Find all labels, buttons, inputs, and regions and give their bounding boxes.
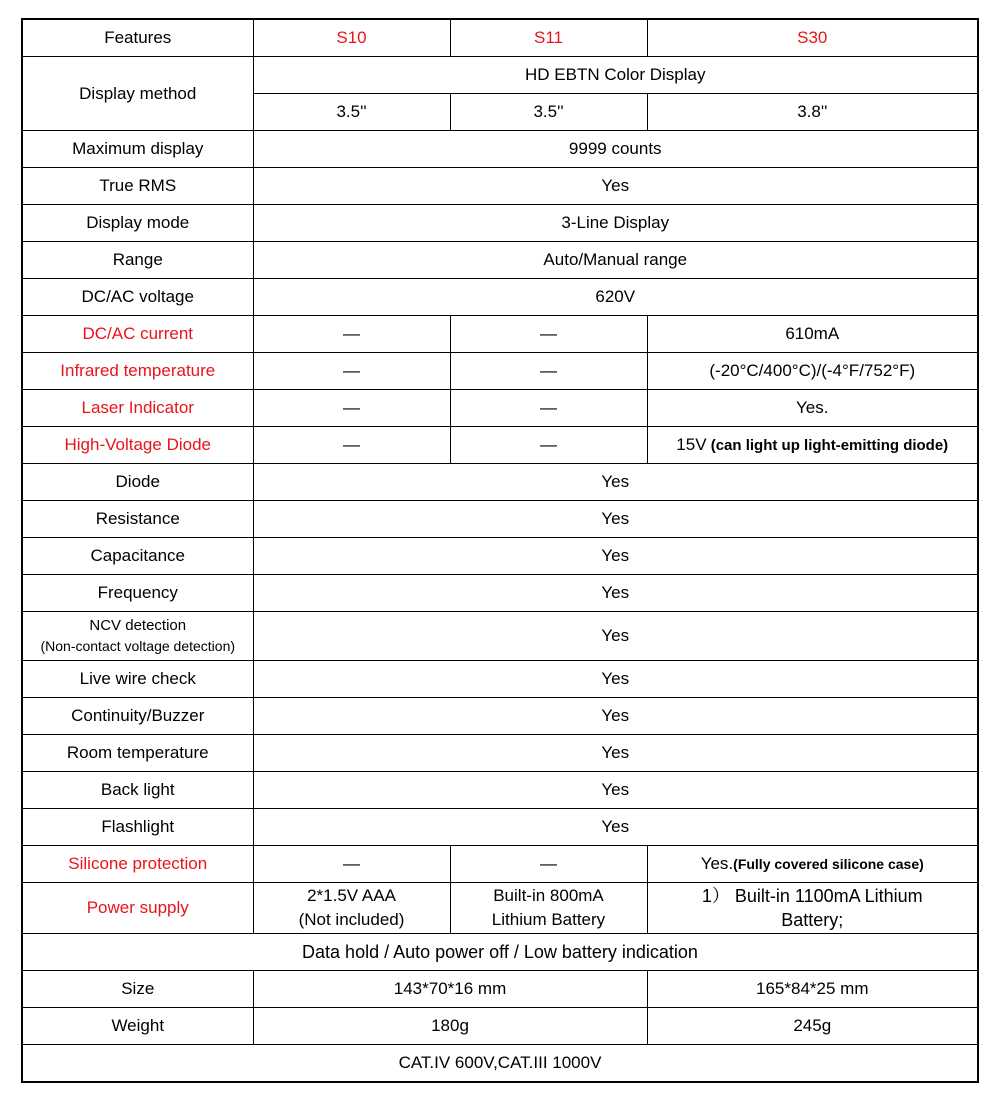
feature-label: DC/AC current	[22, 316, 253, 353]
power-s30-line1: 1） Built-in 1100mA Lithium	[701, 886, 923, 906]
feature-label: True RMS	[22, 168, 253, 205]
value-s30-main: 15V	[676, 435, 707, 454]
value-s30	[647, 883, 978, 934]
model-header-s11: S11	[450, 19, 647, 57]
value-s30	[647, 353, 978, 390]
table-row	[22, 538, 978, 575]
feature-label: Diode	[22, 464, 253, 501]
table-row	[22, 316, 978, 353]
feature-label: Resistance	[22, 501, 253, 538]
feature-value: Yes	[253, 735, 978, 772]
power-s11-line1: Built-in 800mA	[493, 886, 604, 905]
ncv-sublabel: (Non-contact voltage detection)	[40, 638, 236, 654]
display-size-s30: 3.8''	[647, 94, 978, 131]
feature-value: Yes	[253, 772, 978, 809]
value-s11	[450, 883, 647, 934]
table-row	[22, 809, 978, 846]
value-s30-note: (Fully covered silicone case)	[733, 856, 924, 872]
feature-value: Yes	[253, 612, 978, 661]
value-s11: —	[450, 316, 647, 353]
feature-label: Weight	[22, 1008, 253, 1045]
feature-value: Yes	[253, 464, 978, 501]
value-s30-main: (-20°C/400°C)/(-4°F/752°F)	[709, 361, 916, 380]
feature-label: High-Voltage Diode	[22, 427, 253, 464]
display-size-s10: 3.5''	[253, 94, 450, 131]
feature-label: Maximum display	[22, 131, 253, 168]
feature-label: Live wire check	[22, 661, 253, 698]
table-row	[22, 883, 978, 934]
value-s30	[647, 846, 978, 883]
value-s10	[253, 883, 450, 934]
table-row	[22, 661, 978, 698]
feature-value: Auto/Manual range	[253, 242, 978, 279]
feature-label: DC/AC voltage	[22, 279, 253, 316]
feature-label: Flashlight	[22, 809, 253, 846]
feature-label: Size	[22, 971, 253, 1008]
ncv-label: NCV detection	[89, 617, 187, 634]
safety-rating: CAT.IV 600V,CAT.III 1000V	[22, 1045, 978, 1083]
value-s30-main: Yes.	[796, 398, 829, 417]
feature-label: Back light	[22, 772, 253, 809]
value-s30: 165*84*25 mm	[647, 971, 978, 1008]
feature-label: Silicone protection	[22, 846, 253, 883]
value-s10-s11: 143*70*16 mm	[253, 971, 647, 1008]
value-s10: —	[253, 316, 450, 353]
feature-value: Yes	[253, 168, 978, 205]
table-row	[22, 1045, 978, 1083]
features-header: Features	[22, 19, 253, 57]
display-size-s11: 3.5''	[450, 94, 647, 131]
table-row	[22, 846, 978, 883]
feature-label: Capacitance	[22, 538, 253, 575]
display-method-row	[22, 57, 978, 94]
table-row	[22, 279, 978, 316]
value-s10-s11: 180g	[253, 1008, 647, 1045]
feature-value: Yes	[253, 698, 978, 735]
feature-label: Display mode	[22, 205, 253, 242]
value-s30-main: 610mA	[785, 324, 840, 343]
value-s30-main: Yes.	[700, 854, 734, 873]
table-row	[22, 131, 978, 168]
table-row	[22, 971, 978, 1008]
value-s10: —	[253, 353, 450, 390]
value-s30	[647, 316, 978, 353]
spec-comparison-table	[21, 18, 979, 1083]
table-row	[22, 205, 978, 242]
feature-label: Room temperature	[22, 735, 253, 772]
power-s10-line1: 2*1.5V AAA	[307, 886, 396, 905]
display-type-value: HD EBTN Color Display	[253, 57, 978, 94]
value-s10: —	[253, 427, 450, 464]
feature-label	[22, 612, 253, 661]
feature-label: Display method	[22, 57, 253, 131]
table-row	[22, 612, 978, 661]
table-row	[22, 353, 978, 390]
feature-value: 3-Line Display	[253, 205, 978, 242]
table-row	[22, 735, 978, 772]
value-s30	[647, 427, 978, 464]
feature-value: Yes	[253, 575, 978, 612]
table-row	[22, 575, 978, 612]
table-row	[22, 934, 978, 971]
table-row	[22, 698, 978, 735]
value-s11: —	[450, 427, 647, 464]
value-s30	[647, 390, 978, 427]
model-header-s10: S10	[253, 19, 450, 57]
feature-value: Yes	[253, 661, 978, 698]
power-s10-line2: (Not included)	[298, 910, 405, 929]
feature-label: Continuity/Buzzer	[22, 698, 253, 735]
value-s11: —	[450, 390, 647, 427]
value-s10: —	[253, 846, 450, 883]
table-row	[22, 168, 978, 205]
table-row	[22, 242, 978, 279]
feature-value: Yes	[253, 538, 978, 575]
table-row	[22, 464, 978, 501]
feature-label: Power supply	[22, 883, 253, 934]
table-row	[22, 501, 978, 538]
table-row	[22, 390, 978, 427]
feature-label: Laser Indicator	[22, 390, 253, 427]
value-s30-note: (can light up light-emitting diode)	[706, 437, 949, 454]
power-s11-line2: Lithium Battery	[491, 910, 606, 929]
feature-value: 620V	[253, 279, 978, 316]
value-s11: —	[450, 353, 647, 390]
model-header-s30: S30	[647, 19, 978, 57]
value-s11: —	[450, 846, 647, 883]
feature-value: Yes	[253, 501, 978, 538]
value-s30: 245g	[647, 1008, 978, 1045]
feature-label: Range	[22, 242, 253, 279]
table-row	[22, 427, 978, 464]
feature-value: 9999 counts	[253, 131, 978, 168]
feature-label: Infrared temperature	[22, 353, 253, 390]
table-row	[22, 772, 978, 809]
power-s30-line2: Battery;	[781, 910, 844, 930]
value-s10: —	[253, 390, 450, 427]
header-row	[22, 19, 978, 57]
common-features: Data hold / Auto power off / Low battery indication	[22, 934, 978, 971]
table-row	[22, 1008, 978, 1045]
feature-value: Yes	[253, 809, 978, 846]
feature-label: Frequency	[22, 575, 253, 612]
